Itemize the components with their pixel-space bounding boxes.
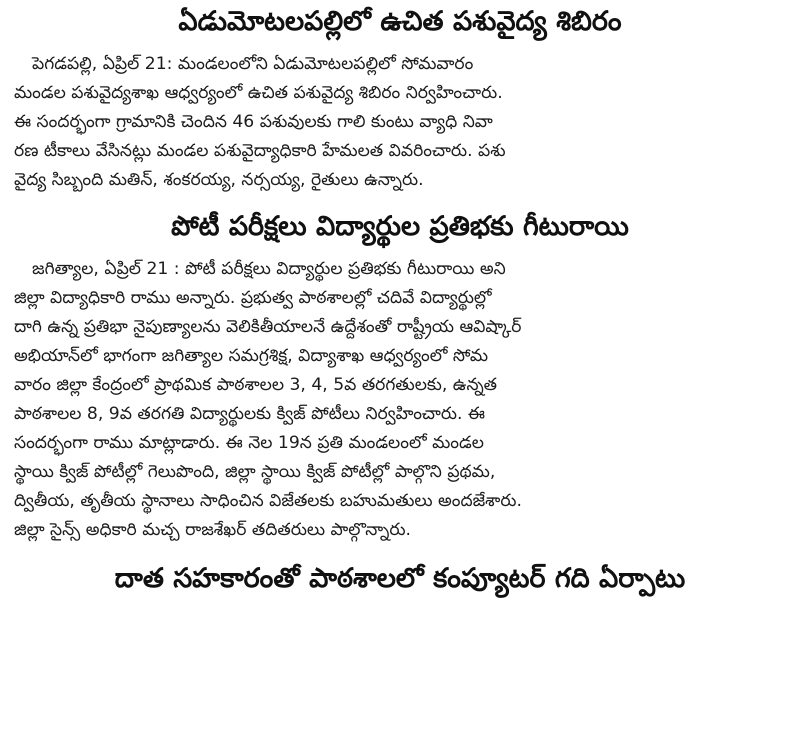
- article-line: జిల్లా సైన్స్ అధికారి మచ్చ రాజశేఖర్ తదితరులు పాల్గొన్నారు.: [14, 520, 411, 540]
- newspaper-clipping: [14, 0, 786, 744]
- article-line: ద్వితీయ, తృతీయ స్థానాలు సాధించిన విజేతలకు బహుమతులు అందజేశారు.: [14, 491, 522, 511]
- article-line: రణ టీకాలు వేసినట్లు మండల పశువైద్యాధికారి హేమలత వివరించారు. పశు: [14, 141, 506, 161]
- article-line: జగిత్యాల, ఏప్రిల్ 21 : పోటీ పరీక్షలు విద్యార్థుల ప్రతిభకు గీటురాయి అని: [32, 259, 506, 279]
- article-line: దాగి ఉన్న ప్రతిభా నైపుణ్యాలను వెలికితీయాలనే ఉద్దేశంతో రాష్ట్రీయ ఆవిష్కార్: [14, 317, 522, 337]
- article-line: స్థాయి క్విజ్ పోటీల్లో గెలుపొంది, జిల్లా స్థాయి క్విజ్ పోటీల్లో పాల్గొని ప్రథమ,: [14, 462, 496, 482]
- article-line: పాఠశాలల 8, 9వ తరగతి విద్యార్థులకు క్విజ్ పోటీలు నిర్వహించారు. ఈ: [14, 404, 486, 424]
- article-competitive-exams: [14, 207, 786, 545]
- article-headline: పోటీ పరీక్షలు విద్యార్థుల ప్రతిభకు గీటురాయి: [171, 211, 629, 242]
- article-body: [14, 255, 786, 545]
- article-line: మండల పశువైద్యశాఖ ఆధ్వర్యంలో ఉచిత పశువైద్య శిబిరం నిర్వహించారు.: [14, 83, 503, 103]
- article-line: వారం జిల్లా కేంద్రంలో ప్రాథమిక పాఠశాలల 3, 4, 5వ తరగతులకు, ఉన్నత: [14, 375, 498, 395]
- article-line: ఈ సందర్భంగా గ్రామానికి చెందిన 46 పశువులకు గాలి కుంటు వ్యాధి నివా: [14, 112, 493, 132]
- article-veterinary-camp: [14, 2, 786, 195]
- article-headline: దాత సహకారంతో పాఠశాలలో కంప్యూటర్ గది ఏర్పాటు: [114, 563, 686, 594]
- article-line: పెగడపల్లి, ఏప్రిల్ 21: మండలంలోని ఏడుమోటలపల్లిలో సోమవారం: [32, 54, 474, 74]
- article-computer-room: [14, 559, 786, 599]
- article-body: [14, 50, 786, 195]
- article-line: వైద్య సిబ్బంది మతిన్, శంకరయ్య, నర్సయ్య, రైతులు ఉన్నారు.: [14, 170, 424, 190]
- article-line: జిల్లా విద్యాధికారి రాము అన్నారు. ప్రభుత్వ పాఠశాలల్లో చదివే విద్యార్థుల్లో: [14, 288, 492, 308]
- article-headline: ఏడుమోటలపల్లిలో ఉచిత పశువైద్య శిబిరం: [178, 6, 622, 37]
- article-line: అభియాన్‌లో భాగంగా జగిత్యాల సమగ్రశిక్ష, విద్యాశాఖ ఆధ్వర్యంలో సోమ: [14, 346, 489, 366]
- article-line: సందర్భంగా రాము మాట్లాడారు. ఈ నెల 19న ప్రతి మండలంలో మండల: [14, 433, 484, 453]
